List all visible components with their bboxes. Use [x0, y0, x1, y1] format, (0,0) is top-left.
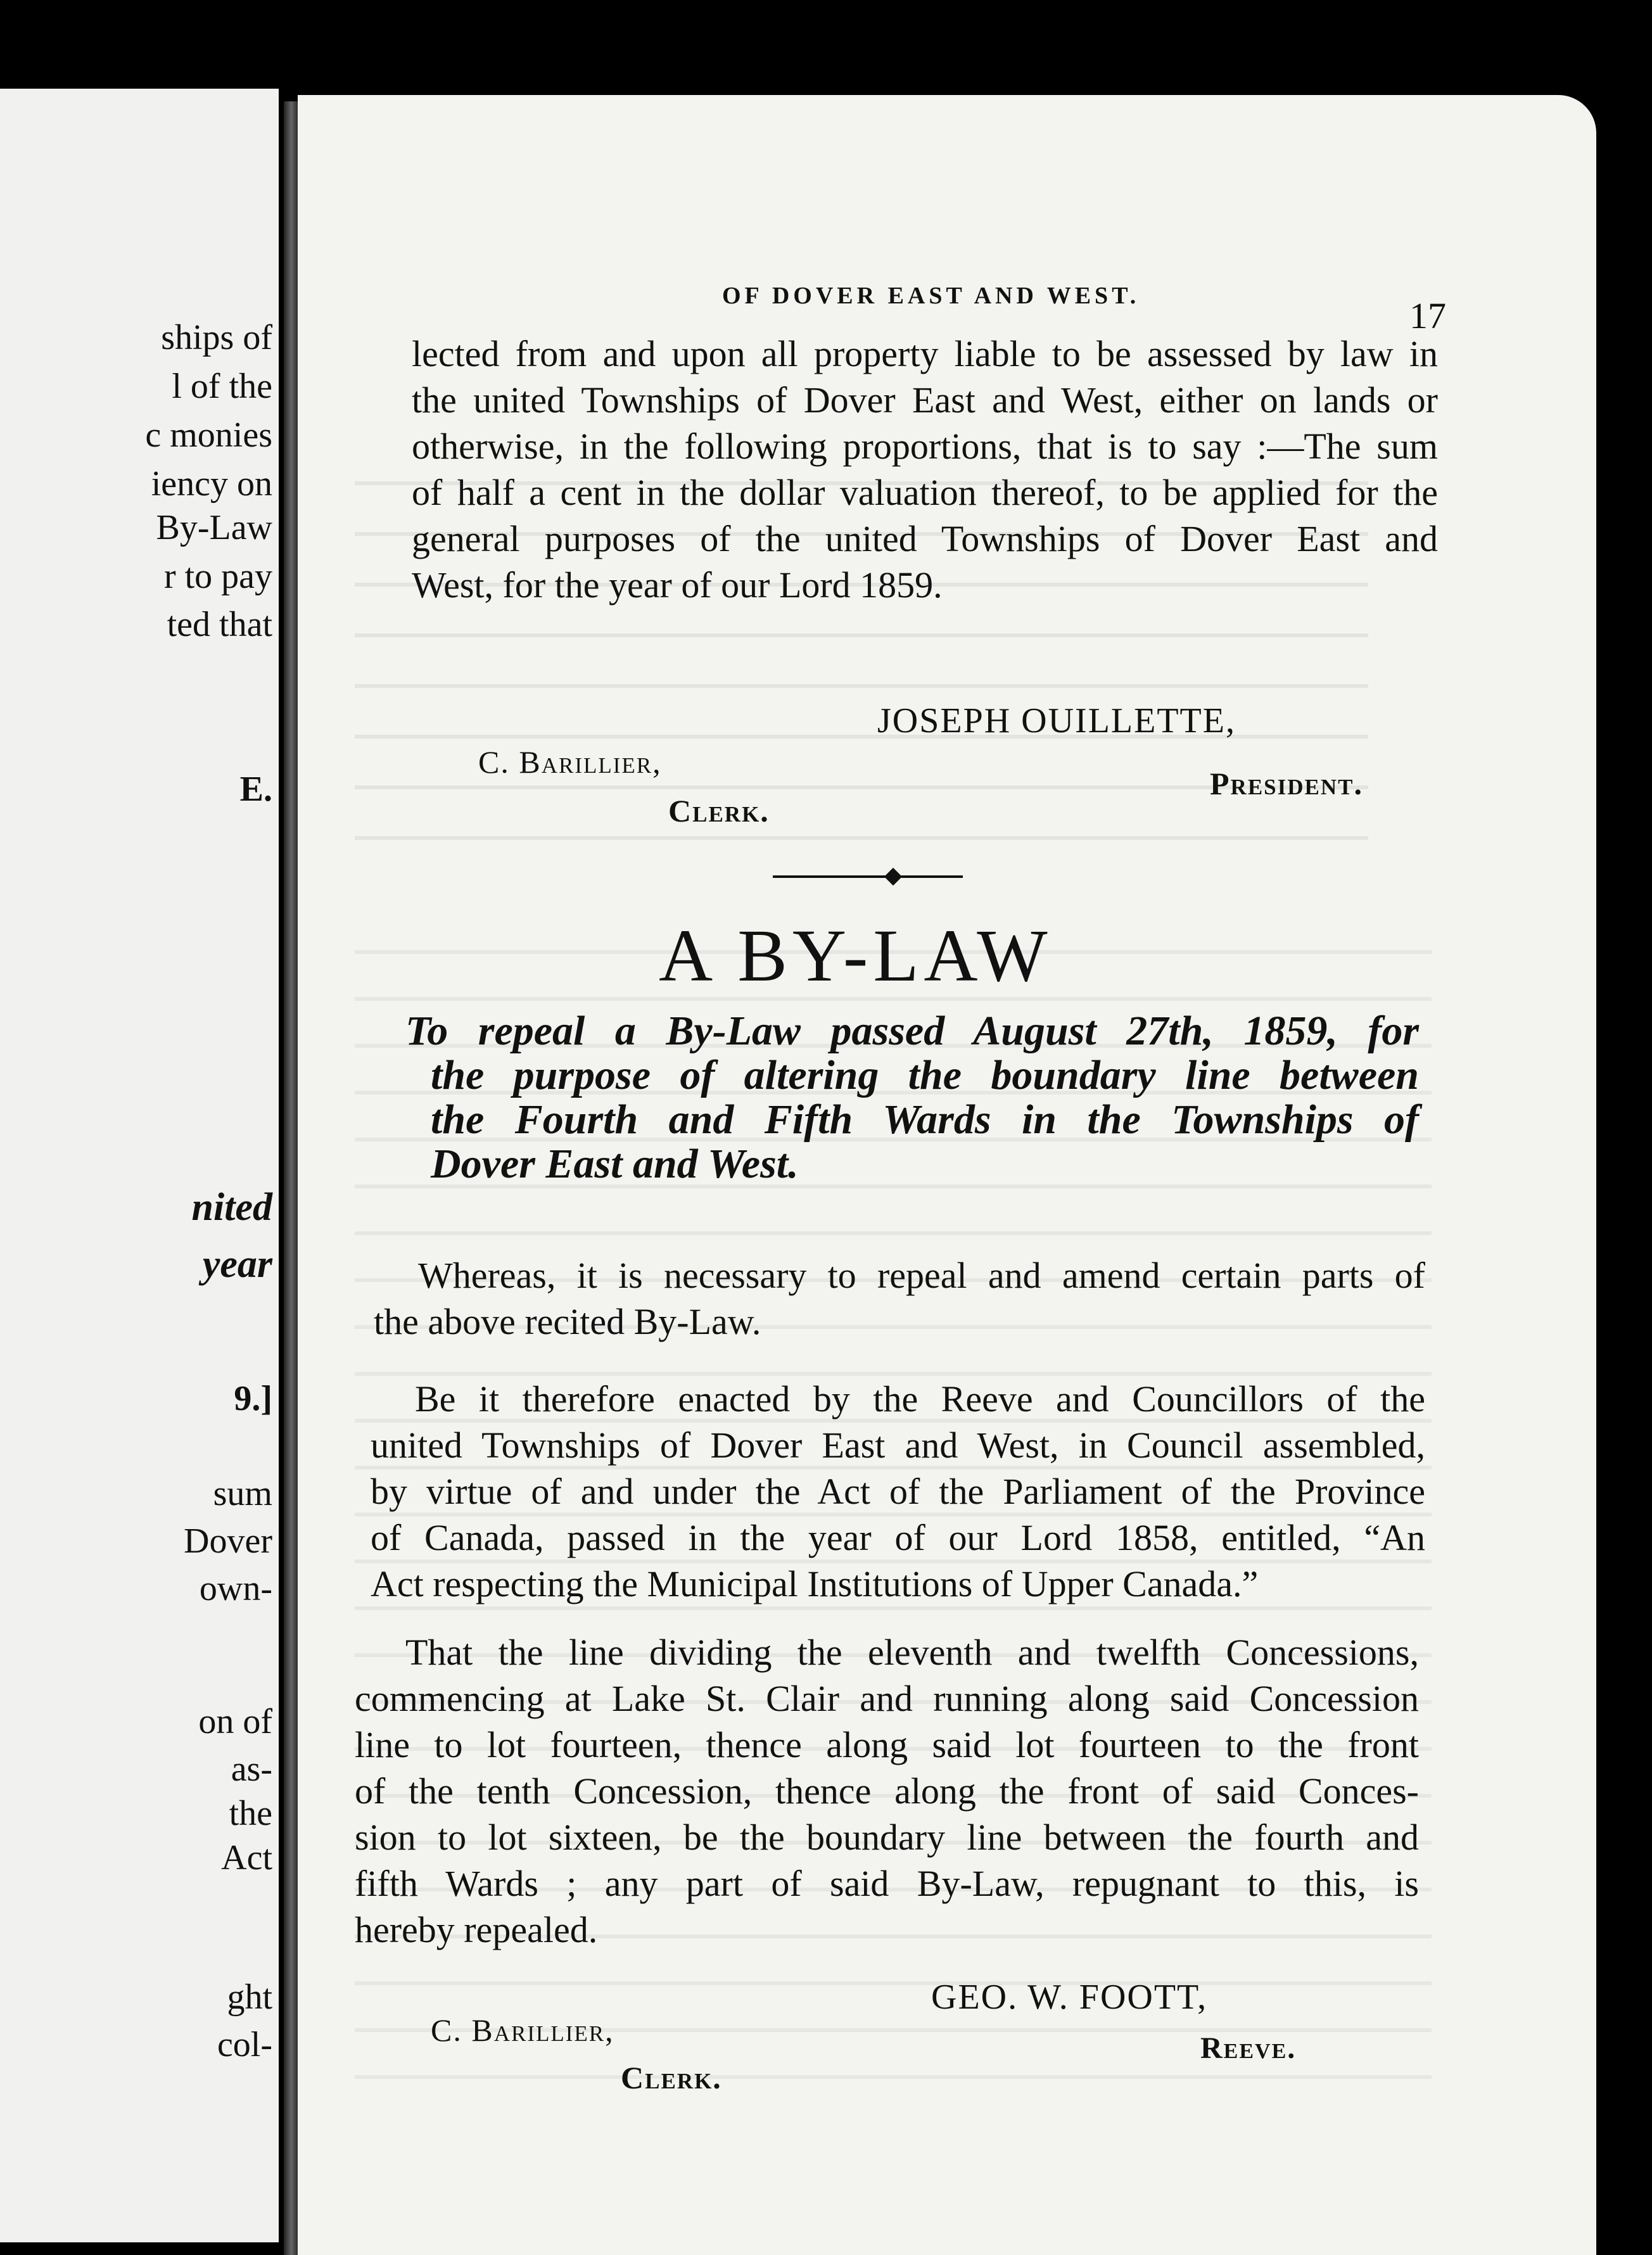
page-number: 17	[1409, 295, 1446, 336]
bylaw-subtitle	[405, 1010, 1419, 1188]
whereas-paragraph	[374, 1257, 1425, 1350]
section-divider	[773, 875, 963, 878]
clerk-name: C. Barillier,	[478, 744, 662, 780]
book-gutter	[284, 101, 299, 2255]
left-fragment: iency on	[151, 464, 272, 504]
left-fragment: sum	[213, 1474, 272, 1513]
text-line: the above recited By-Law.	[374, 1301, 761, 1342]
text-line: commencing at Lake St. Clair and running along said Concession	[355, 1678, 1419, 1719]
clerk-name-2: C. Barillier,	[431, 2012, 614, 2048]
left-fragment: Act	[221, 1838, 272, 1877]
text-line: line to lot fourteen, thence along said lot fourteen to the front	[355, 1724, 1419, 1765]
left-fragment: l of the	[172, 367, 272, 406]
clerk-title: Clerk.	[668, 793, 770, 829]
subtitle-line: the purpose of altering the boundary line between	[431, 1052, 1419, 1098]
subtitle-line: the Fourth and Fifth Wards in the Townships of	[431, 1096, 1419, 1143]
left-fragment: c monies	[145, 416, 272, 455]
president-title: President.	[1210, 766, 1363, 801]
left-fragment: as-	[231, 1750, 272, 1789]
left-fragment: 9.]	[234, 1379, 272, 1418]
left-fragment: nited	[191, 1186, 272, 1229]
left-fragment: on of	[198, 1702, 272, 1741]
text-line: general purposes of the united Townships of Dover East and	[412, 518, 1438, 559]
text-line: of half a cent in the dollar valuation thereof, to be applied for the	[412, 472, 1438, 513]
text-line: sion to lot sixteen, be the boundary line between the fourth and	[355, 1817, 1419, 1858]
left-fragment: col-	[217, 2025, 272, 2064]
left-fragment: E.	[239, 770, 272, 809]
left-fragment: year	[202, 1243, 272, 1286]
first-bylaw-paragraph	[412, 333, 1438, 613]
text-line: Be it therefore enacted by the Reeve and Councillors of the	[415, 1378, 1425, 1420]
left-fragment: Dover	[184, 1521, 272, 1561]
bylaw-heading: A BY-LAW	[659, 914, 1053, 997]
text-line: Act respecting the Municipal Institutions of Upper Canada.”	[371, 1563, 1259, 1604]
reeve-name: GEO. W. FOOTT,	[931, 1978, 1208, 2017]
text-line: Whereas, it is necessary to repeal and amend certain parts of	[418, 1255, 1425, 1296]
president-name: JOSEPH OUILLETTE,	[877, 701, 1236, 740]
reeve-title: Reeve.	[1200, 2031, 1297, 2065]
left-fragment: the	[229, 1794, 272, 1833]
text-line: hereby repealed.	[355, 1909, 598, 1950]
clerk-title-2: Clerk.	[621, 2060, 722, 2095]
text-line: otherwise, in the following proportions, that is to say :—The sum	[412, 426, 1438, 467]
running-head-title: OF DOVER EAST AND WEST.	[722, 283, 1140, 309]
text-line: united Townships of Dover East and West, in Council assembled,	[371, 1425, 1425, 1466]
left-fragment: r to pay	[163, 557, 272, 596]
subtitle-line: Dover East and West.	[431, 1141, 799, 1187]
left-page-fragments	[0, 0, 272, 2255]
text-line: by virtue of and under the Act of the Parliament of the Province	[371, 1471, 1425, 1512]
text-line: That the line dividing the eleventh and twelfth Concessions,	[405, 1632, 1419, 1673]
left-fragment: own-	[199, 1569, 272, 1608]
left-fragment: By-Law	[156, 508, 272, 547]
text-line: lected from and upon all property liable to be assessed by law in	[412, 333, 1438, 374]
left-fragment: ght	[227, 1978, 272, 2017]
text-line: of the tenth Concession, thence along the front of said Conces-	[355, 1770, 1419, 1812]
text-line: West, for the year of our Lord 1859.	[412, 564, 943, 606]
text-line: the united Townships of Dover East and West, either on lands or	[412, 379, 1438, 421]
text-line: of Canada, passed in the year of our Lord 1858, entitled, “An	[371, 1517, 1425, 1558]
text-line: fifth Wards ; any part of said By-Law, repugnant to this, is	[355, 1863, 1419, 1904]
subtitle-line: To repeal a By-Law passed August 27th, 1859, for	[405, 1008, 1419, 1054]
left-fragment: ted that	[167, 605, 272, 644]
enacting-paragraph	[371, 1378, 1425, 1612]
boundary-paragraph	[355, 1634, 1419, 1958]
left-fragment: ships of	[161, 318, 272, 357]
